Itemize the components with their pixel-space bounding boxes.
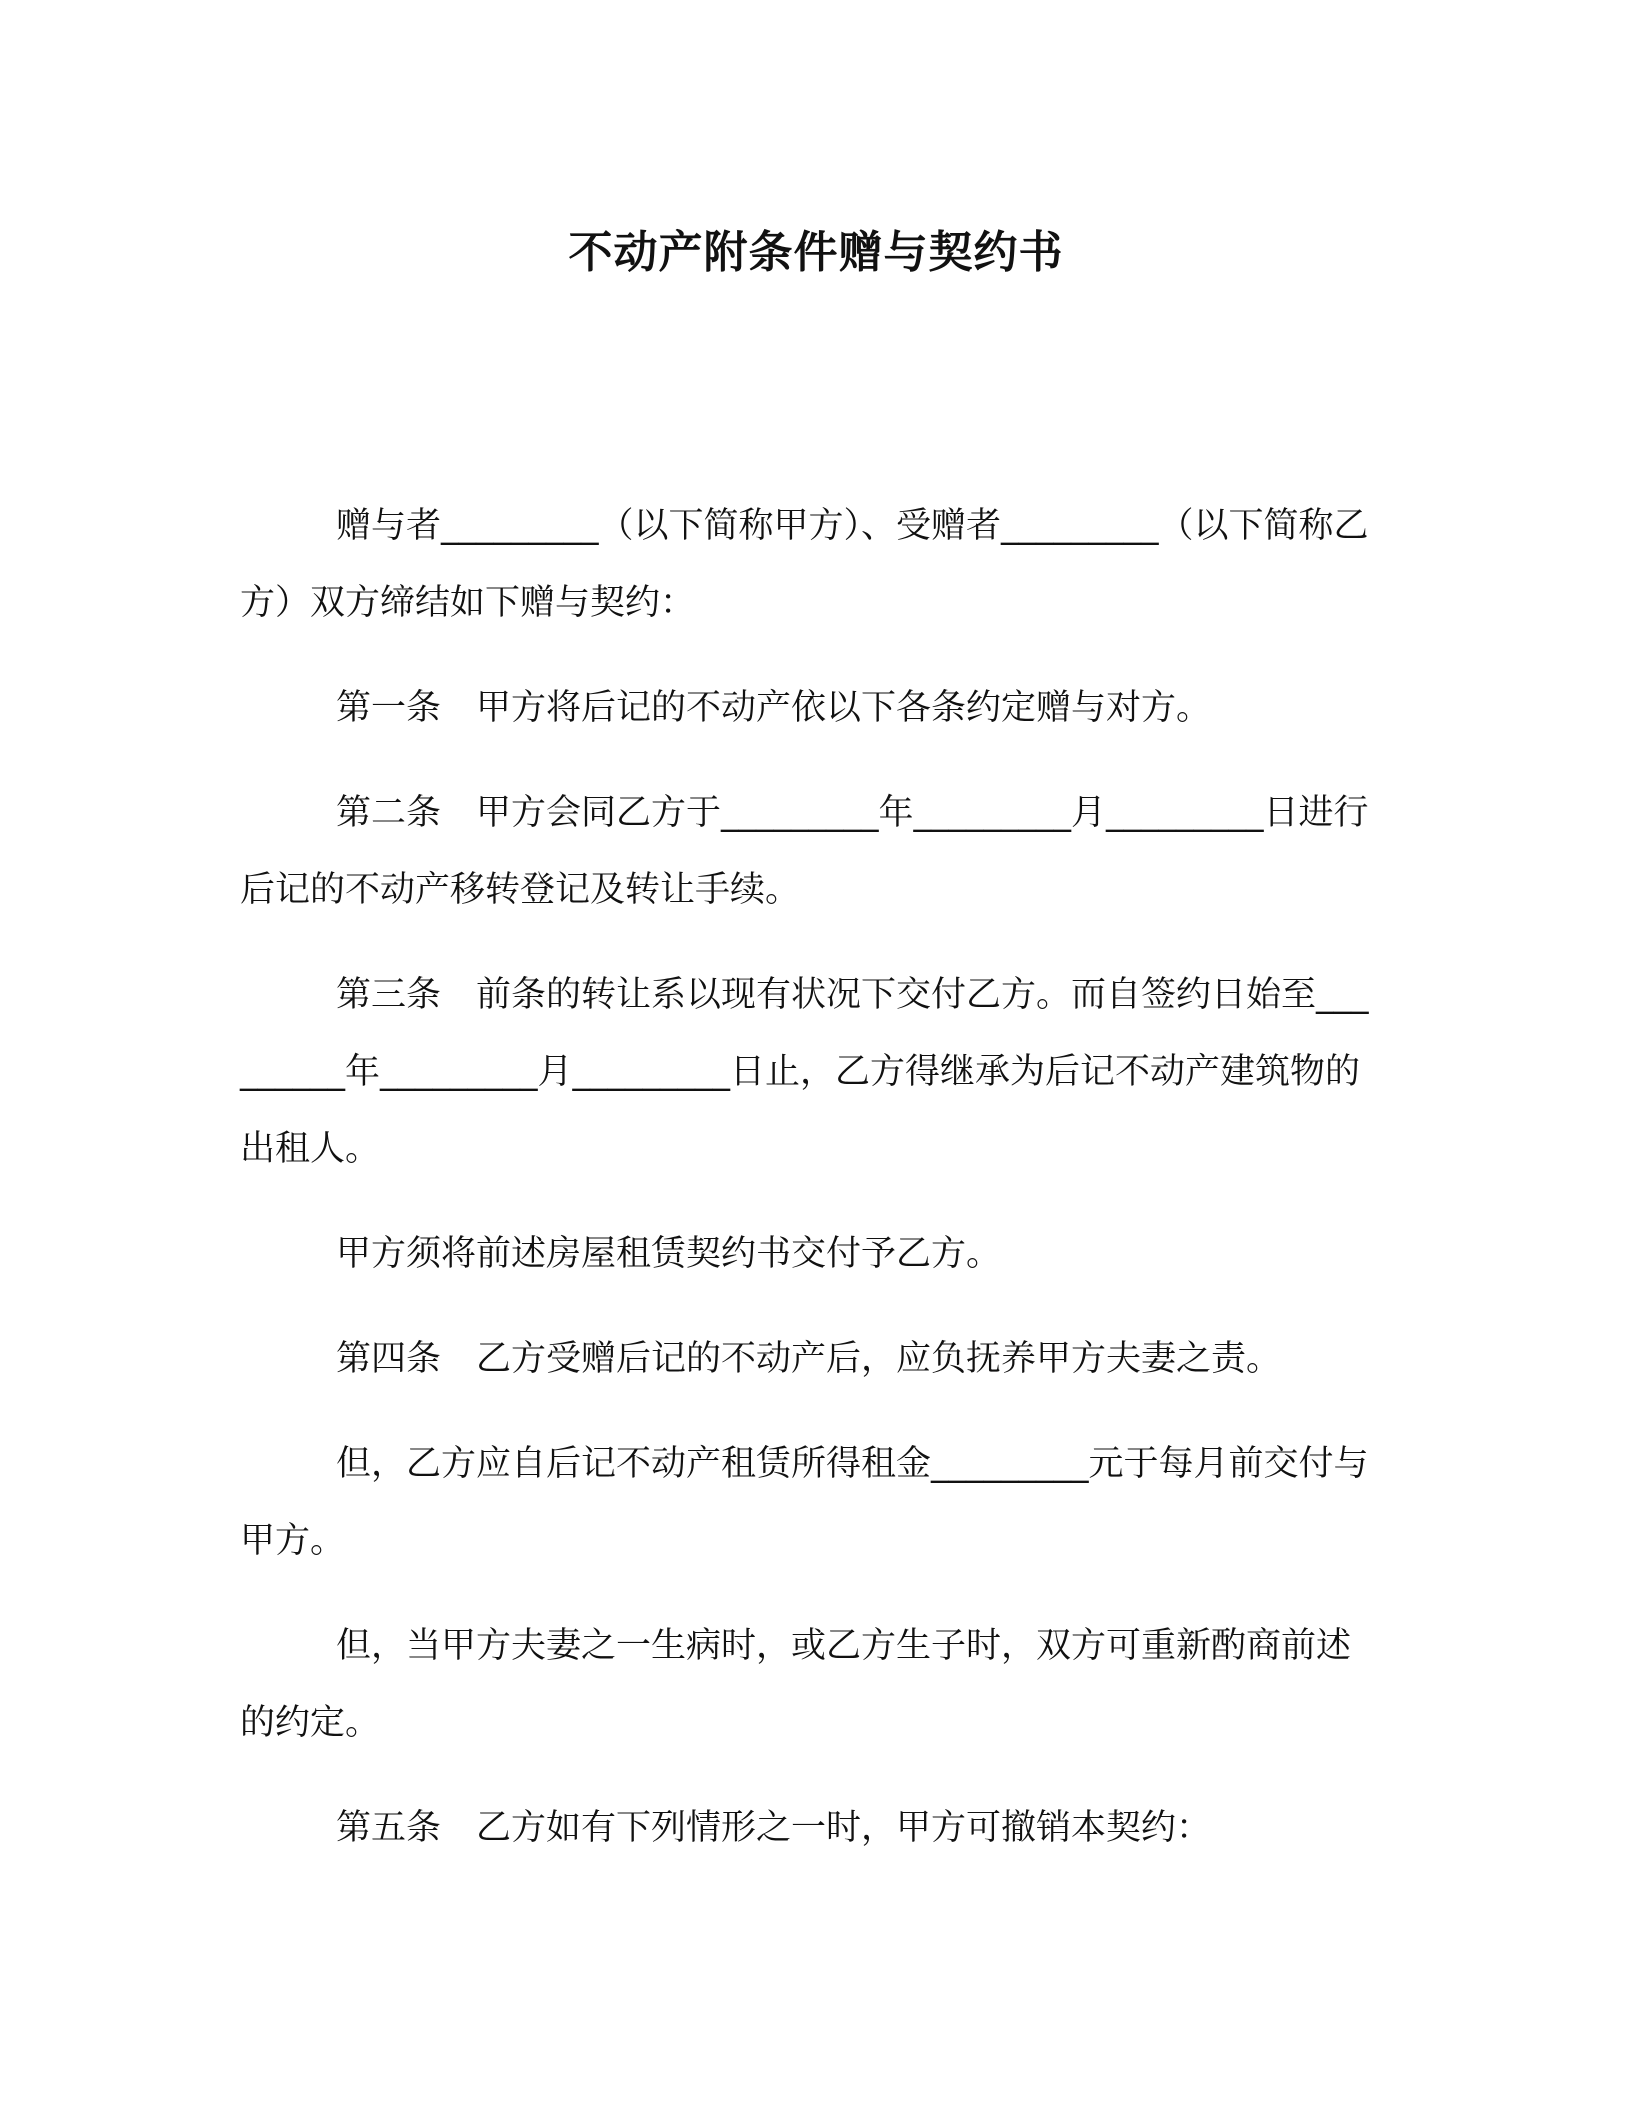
paragraph-lease-delivery: 甲方须将前述房屋租赁契约书交付予乙方。 [336,1234,1002,1274]
document-body [240,488,1380,1895]
paragraph-parties: 赠与者_________（以下简称甲方）、受赠者_________（以下简称乙方）双方缔结如下赠与契约： [240,506,1369,623]
paragraph-rent-payment: 但，乙方应自后记不动产租赁所得租金_________元于每月前交付与甲方。 [240,1444,1369,1561]
document-title: 不动产附条件赠与契约书 [568,227,1064,278]
paragraph-article-3: 第三条 前条的转让系以现有状况下交付乙方。而自签约日始至_________年_________月_________日止，乙方得继承为后记不动产建筑物的出租人。 [240,975,1369,1169]
paragraph-renegotiation: 但，当甲方夫妻之一生病时，或乙方生子时，双方可重新酌商前述的约定。 [240,1626,1352,1743]
paragraph-article-5: 第五条 乙方如有下列情形之一时，甲方可撤销本契约： [336,1808,1212,1848]
paragraph-article-2: 第二条 甲方会同乙方于_________年_________月_________日进行后记的不动产移转登记及转让手续。 [240,793,1369,910]
paragraph-article-4: 第四条 乙方受赠后记的不动产后，应负抚养甲方夫妻之责。 [336,1339,1282,1379]
paragraph-article-1: 第一条 甲方将后记的不动产依以下各条约定赠与对方。 [336,688,1212,728]
